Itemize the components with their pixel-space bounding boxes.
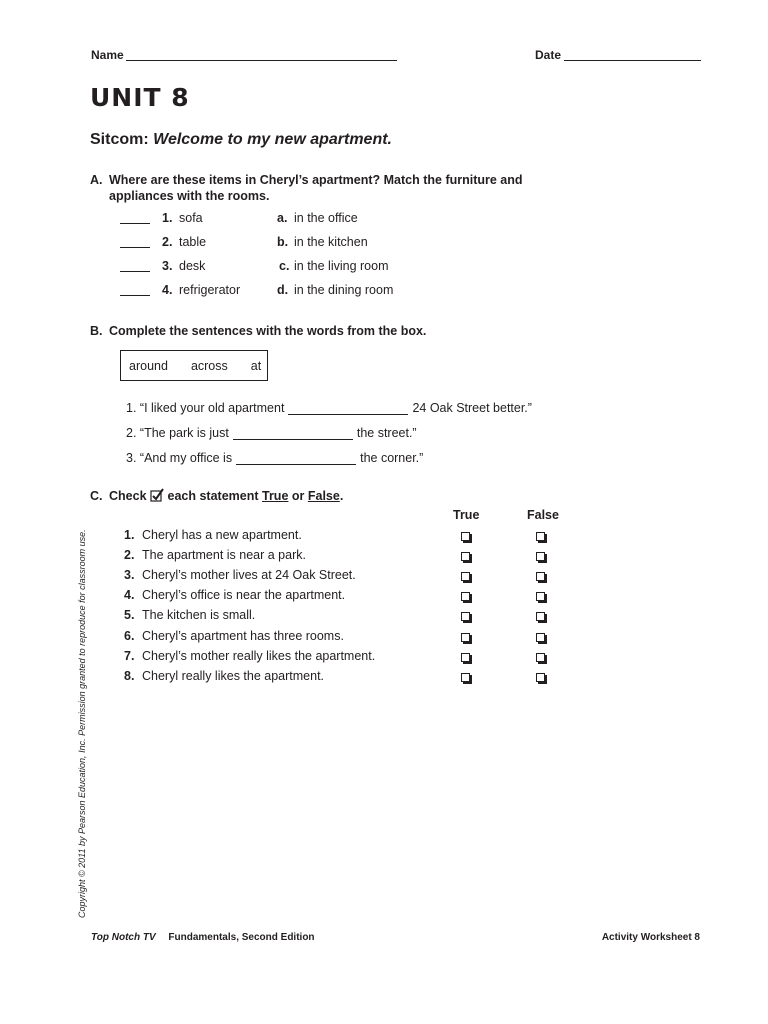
footer-edition: Fundamentals, Second Edition	[168, 932, 315, 943]
statement-list	[124, 528, 564, 692]
sentence-blank[interactable]	[288, 402, 408, 415]
instruction-period: .	[339, 489, 344, 503]
statement-text: Cheryl’s mother lives at 24 Oak Street.	[142, 568, 356, 583]
sentence-number: 3.	[126, 451, 137, 465]
false-checkbox[interactable]	[536, 653, 545, 662]
item-number: 1.	[162, 211, 173, 225]
answer-blank[interactable]	[120, 247, 150, 248]
true-checkbox[interactable]	[461, 572, 470, 581]
false-checkbox[interactable]	[536, 532, 545, 541]
room-text: in the dining room	[294, 283, 394, 297]
sentence-blank[interactable]	[236, 452, 356, 465]
section-c-instruction	[109, 488, 559, 504]
item-text: sofa	[179, 211, 203, 225]
instruction-true: True	[262, 489, 289, 503]
item-text: table	[179, 235, 207, 249]
statement-text: Cheryl really likes the apartment.	[142, 668, 325, 683]
room-text: in the living room	[294, 259, 389, 273]
room-text: in the office	[294, 211, 358, 225]
true-column-header: True	[453, 508, 480, 522]
sentence-number: 1.	[126, 401, 137, 415]
item-text: refrigerator	[179, 283, 241, 297]
statement-text: The kitchen is small.	[142, 608, 256, 623]
statement-row	[124, 649, 564, 667]
match-row-1	[120, 211, 440, 235]
room-letter: a.	[277, 211, 288, 225]
instruction-false: False	[307, 489, 340, 503]
sentence-number: 2.	[126, 426, 137, 440]
statement-row	[124, 568, 564, 586]
statement-row	[124, 588, 564, 606]
match-row-2	[120, 235, 440, 259]
name-label: Name	[91, 48, 124, 62]
room-letter: b.	[277, 235, 289, 249]
sentence-blank[interactable]	[233, 427, 353, 440]
statement-text: The apartment is near a park.	[142, 548, 306, 563]
sentence-after: the street.”	[356, 426, 417, 440]
true-checkbox[interactable]	[461, 673, 470, 682]
match-row-4	[120, 283, 440, 307]
footer-series: Top Notch TV	[91, 932, 156, 943]
statement-text: Cheryl has a new apartment.	[142, 528, 302, 542]
true-checkbox[interactable]	[461, 653, 470, 662]
instruction-check-word: Check	[109, 489, 147, 503]
false-checkbox[interactable]	[536, 633, 545, 642]
sentence-1	[126, 401, 532, 415]
false-checkbox[interactable]	[536, 612, 545, 621]
instruction-mid: each statement	[167, 489, 259, 503]
item-number: 4.	[162, 283, 173, 297]
checkbox-check-icon	[150, 488, 164, 502]
false-checkbox[interactable]	[536, 673, 545, 682]
sitcom-title: Welcome to my new apartment.	[153, 131, 392, 148]
statement-row	[124, 548, 564, 566]
statement-number: 8.	[124, 668, 135, 683]
sentence-3	[126, 451, 423, 465]
footer-left	[91, 932, 315, 943]
section-a-letter: A.	[90, 173, 103, 187]
sentence-2	[126, 426, 417, 440]
statement-text: Cheryl’s mother really likes the apartment.	[142, 648, 376, 663]
item-text: desk	[179, 259, 206, 273]
statement-text: Cheryl’s apartment has three rooms.	[142, 628, 344, 643]
true-checkbox[interactable]	[461, 532, 470, 541]
sentence-before: “I liked your old apartment	[139, 401, 285, 415]
sentence-before: “And my office is	[139, 451, 233, 465]
name-field[interactable]	[126, 48, 397, 61]
answer-blank[interactable]	[120, 295, 150, 296]
true-checkbox[interactable]	[461, 633, 470, 642]
sitcom-label: Sitcom:	[90, 131, 149, 148]
false-checkbox[interactable]	[536, 552, 545, 561]
section-a-heading	[90, 172, 570, 206]
copyright-notice: Copyright © 2011 by Pearson Education, Inc. Permission granted to reproduce for classroom use.	[77, 529, 87, 918]
statement-number: 6.	[124, 628, 135, 643]
footer-worksheet: Activity Worksheet 8	[601, 932, 700, 943]
section-b-instruction: Complete the sentences with the words from the box.	[109, 324, 427, 338]
item-number: 3.	[162, 259, 173, 273]
word-box	[120, 350, 268, 381]
statement-row	[124, 608, 564, 626]
false-checkbox[interactable]	[536, 592, 545, 601]
sentence-after: 24 Oak Street better.”	[412, 401, 532, 415]
statement-number: 5.	[124, 608, 135, 623]
statement-row	[124, 629, 564, 647]
word-box-item: across	[190, 358, 228, 373]
unit-title: UNIT 8	[90, 83, 190, 112]
answer-blank[interactable]	[120, 271, 150, 272]
statement-text: Cheryl’s office is near the apartment.	[142, 588, 346, 603]
false-column-header: False	[527, 508, 559, 522]
statement-number: 1.	[124, 528, 135, 542]
section-c-letter: C.	[90, 489, 103, 503]
word-box-item: around	[129, 358, 168, 373]
false-checkbox[interactable]	[536, 572, 545, 581]
section-a-instruction: Where are these items in Cheryl’s apartment? Match the furniture and appliances with the rooms.	[109, 173, 523, 203]
item-number: 2.	[162, 235, 173, 249]
word-box-item: at	[250, 358, 262, 373]
room-text: in the kitchen	[294, 235, 368, 249]
sentence-before: “The park is just	[139, 426, 229, 440]
date-field[interactable]	[564, 48, 701, 61]
true-checkbox[interactable]	[461, 552, 470, 561]
true-checkbox[interactable]	[461, 612, 470, 621]
instruction-or: or	[291, 489, 305, 503]
section-b-letter: B.	[90, 324, 103, 338]
statement-number: 3.	[124, 568, 135, 583]
statement-number: 2.	[124, 548, 135, 563]
statement-number: 4.	[124, 588, 135, 603]
section-c-heading	[90, 488, 570, 506]
room-letter: c.	[279, 259, 290, 273]
sentence-after: the corner.”	[360, 451, 424, 465]
room-letter: d.	[277, 283, 289, 297]
statement-number: 7.	[124, 648, 135, 663]
date-label: Date	[535, 48, 562, 62]
true-checkbox[interactable]	[461, 592, 470, 601]
section-b-heading	[90, 323, 570, 341]
answer-blank[interactable]	[120, 223, 150, 224]
sitcom-heading	[90, 131, 392, 149]
statement-row	[124, 669, 564, 687]
matching-list	[120, 211, 440, 307]
match-row-3	[120, 259, 440, 283]
statement-row	[124, 528, 564, 546]
